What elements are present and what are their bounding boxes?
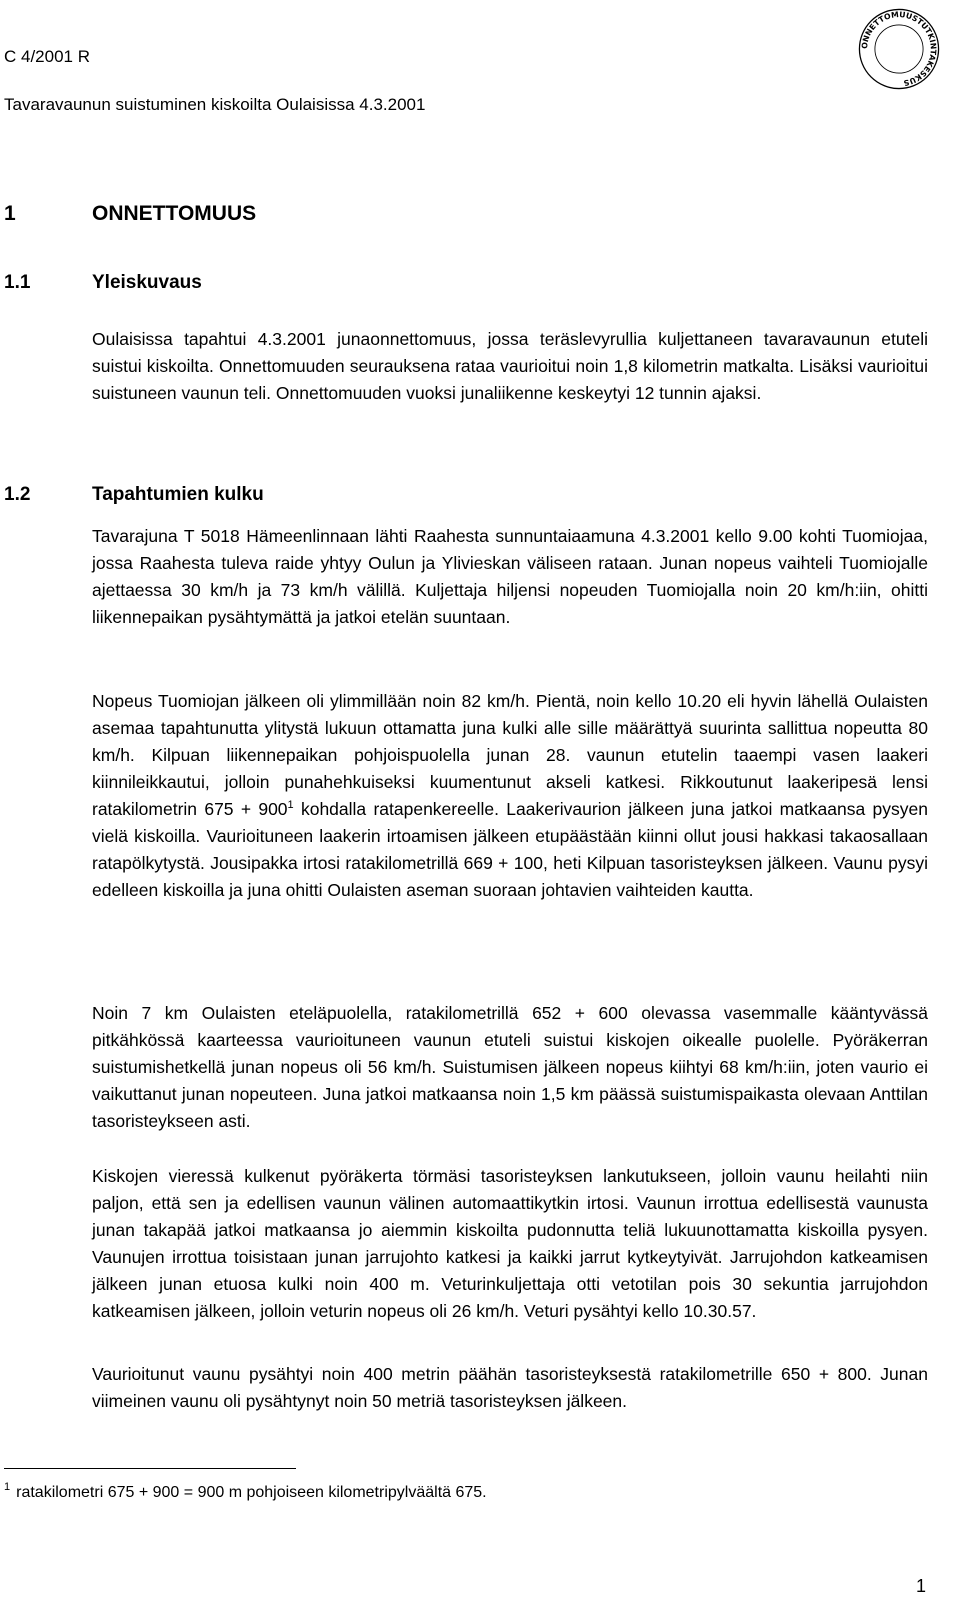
footnote-reference: 1	[287, 799, 294, 812]
footnote-text: ratakilometri 675 + 900 = 900 m pohjoiseen kilometripylväältä 675.	[16, 1484, 487, 1501]
overview-paragraph: Oulaisissa tapahtui 4.3.2001 junaonnettomuus, jossa teräslevyrullia kuljettaneen tavaravaunun etuteli suistui kiskoilta. Onnettomuuden seurauksena rataa vaurioitui noin 1,8 kilometrin matkalta. Lisäksi vaurioitui suistuneen vaunun teli. Onnettomuuden vuoksi junaliikenne keskeytyi 12 tunnin ajaksi.	[92, 329, 928, 403]
events-paragraph-2	[92, 688, 928, 904]
events-paragraph-3: Noin 7 km Oulaisten eteläpuolella, ratakilometrillä 652 + 600 olevassa vasemmalle kääntyvässä pitkähkössä kaarteessa vaurioituneen vaunun etuteli suistui kiskojen oikealle puolelle. Pyöräkerran suistumishetkellä junan nopeus oli 56 km/h. Suistumisen jälkeen nopeus kiihtyi 68 km/h:iin, joten vaurio ei vaikuttanut junan nopeuteen. Juna jatkoi matkaansa noin 1,5 km päässä suistumispaikasta olevaan Anttilan tasoristeykseen asti.	[92, 1003, 928, 1131]
footnote	[4, 1476, 487, 1504]
footnote-marker: 1	[4, 1481, 11, 1493]
document-title: Tavaravaunun suistuminen kiskoilta Oulaisissa 4.3.2001	[4, 95, 426, 114]
section-title: Yleiskuvaus	[92, 272, 202, 293]
logo-ring-text: ONNETTOMUUSTUTKINTAKESKUS	[860, 9, 938, 88]
section-number: 1	[4, 202, 16, 225]
events-paragraph-4: Kiskojen vieressä kulkenut pyöräkerta törmäsi tasoristeyksen lankutukseen, jolloin vaunu heilahti niin paljon, että sen ja edellisen vaunun välinen automaattikytkin irtosi. Vaunun irrottua edellisestä vaunusta junan takapää jatkoi matkaansa jo aiemmin kiskoilta pudonnutta teliä lukuunottamatta kiskoilla pysyen. Vaunujen irrottua toisistaan junan jarrujohto katkesi ja kaikki jarrut kytkeytyivät. Jarrujohdon katkeamisen jälkeen junan etuosa kulki noin 400 m. Veturinkuljettaja otti vetotilan pois 30 sekuntia jarrujohdon katkeamisen jälkeen, jolloin veturin nopeus oli 26 km/h. Veturi pysähtyi kello 10.30.57.	[92, 1166, 928, 1321]
section-1-2-heading	[4, 484, 264, 506]
footnote-divider	[4, 1468, 296, 1469]
section-number: 1.2	[4, 484, 31, 505]
section-title: Tapahtumien kulku	[92, 484, 264, 505]
section-number: 1.1	[4, 272, 31, 293]
paragraph-text: Nopeus Tuomiojan jälkeen oli ylimmillään noin 82 km/h. Pientä, noin kello 10.20 eli hyvin lähellä Oulaisten asemaa tapahtunutta ylitystä lukuun ottamatta juna kulki alle sille määrättyä suurinta sallittua nopeutta 80 km/h. Kilpuan liikennepaikan pohjoispuolella junan 28. vaunun etutelin taaempi vasen laakeri kiinnileikkautui, jolloin punahehkuiseksi kuumentunut akseli katkesi. Rikkoutunut laakeripesä lensi ratakilometrin 675 + 900	[92, 691, 928, 819]
section-1-heading	[4, 202, 256, 226]
paragraph-text: kohdalla ratapenkereelle. Laakerivaurion jälkeen juna jatkoi matkaansa pysyen vielä kiskoilla. Vaurioituneen laakerin irtoamisen jälkeen etupäästään kiinni ollut jousi hakkasi takaosallaan ratapölkytystä. Jousipakka irtosi ratakilometrillä 669 + 100, heti Kilpuan tasoristeyksen jälkeen. Vaunu pysyi edelleen kiskoilla ja juna ohitti Oulaisten aseman suoraan johtavien vaihteiden kautta.	[92, 799, 928, 900]
document-code: C 4/2001 R	[4, 47, 90, 66]
events-paragraph-1: Tavarajuna T 5018 Hämeenlinnaan lähti Raahesta sunnuntaiaamuna 4.3.2001 kello 9.00 kohti Tuomiojaa, jossa Raahesta tuleva raide yhtyy Oulun ja Ylivieskan väliseen rataan. Junan nopeus vaihteli Tuomiojalle ajettaessa 30 km/h ja 73 km/h välillä. Kuljettaja hiljensi nopeuden Tuomiojalla noin 20 km/h:iin, ohitti liikennepaikan pysähtymättä ja jatkoi etelän suuntaan.	[92, 526, 928, 627]
page-number: 1	[915, 1576, 926, 1596]
onnettomuustutkintakeskus-logo	[856, 6, 942, 92]
events-paragraph-5: Vaurioitunut vaunu pysähtyi noin 400 metrin päähän tasoristeyksestä ratakilometrille 650 + 800. Junan viimeinen vaunu oli pysähtynyt noin 50 metriä tasoristeyksen jälkeen.	[92, 1364, 928, 1411]
section-title: ONNETTOMUUS	[92, 202, 257, 225]
section-1-1-heading	[4, 272, 202, 294]
